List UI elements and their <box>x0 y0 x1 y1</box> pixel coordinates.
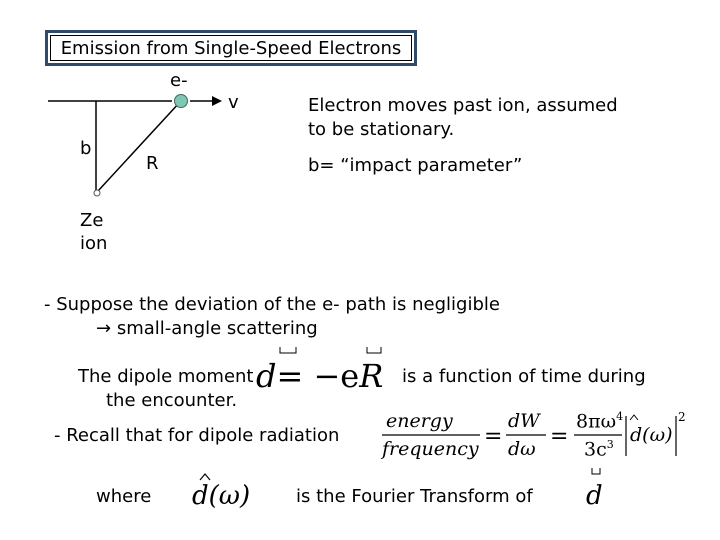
impact-parameter-label: b <box>80 138 92 159</box>
bullet-small-deviation: - Suppose the deviation of the e- path is negligible <box>44 294 500 315</box>
velocity-label: v <box>228 92 239 113</box>
dipole-R-symbol: R <box>359 357 384 395</box>
hat-accent-abs <box>630 415 638 420</box>
abs-fourier-d: d(ω) <box>630 424 673 446</box>
dipole-text-post: is a function of time during <box>402 366 646 387</box>
rhs-numerator-base: 8πω <box>576 410 617 433</box>
electron-label: e- <box>170 70 188 91</box>
rhs-numerator-exponent: 4 <box>616 410 624 423</box>
right-arrow-icon: → <box>96 318 112 339</box>
where-label: where <box>96 486 152 507</box>
dW-numerator: dW <box>508 410 540 432</box>
dipole-d-symbol: d <box>256 357 277 395</box>
abs-exponent: 2 <box>678 410 686 424</box>
dipole-equals: = −e <box>276 357 360 395</box>
equals-sign-1: = <box>484 424 503 449</box>
dipole-text-2: the encounter. <box>106 390 238 411</box>
fourier-d-omega: d(ω) <box>192 481 251 511</box>
note-line-2: to be stationary. <box>308 119 455 140</box>
energy-numerator: energy <box>386 410 453 432</box>
dipole-text-1: The dipole moment <box>78 366 254 387</box>
impact-parameter-definition: b= “impact parameter” <box>308 155 523 176</box>
ion-label-text: ion <box>80 233 108 254</box>
note-line-1: Electron moves past ion, assumed <box>308 95 618 116</box>
bullet-dipole-radiation: - Recall that for dipole radiation <box>54 425 340 446</box>
rhs-denominator-exponent: 3 <box>606 438 614 451</box>
fourier-transform-text: is the Fourier Transform of <box>296 486 533 507</box>
ion-label-charge: Ze <box>80 210 104 231</box>
rhs-denominator-base: 3c <box>584 438 607 461</box>
distance-label: R <box>146 153 159 174</box>
small-angle-text: small-angle scattering <box>116 318 318 339</box>
slide-title-text: Emission from Single-Speed Electrons <box>60 37 402 59</box>
frequency-denominator: frequency <box>382 438 479 460</box>
equals-sign-2: = <box>550 424 569 449</box>
domega-denominator: dω <box>508 438 536 460</box>
fourier-of-d: d <box>586 481 603 511</box>
